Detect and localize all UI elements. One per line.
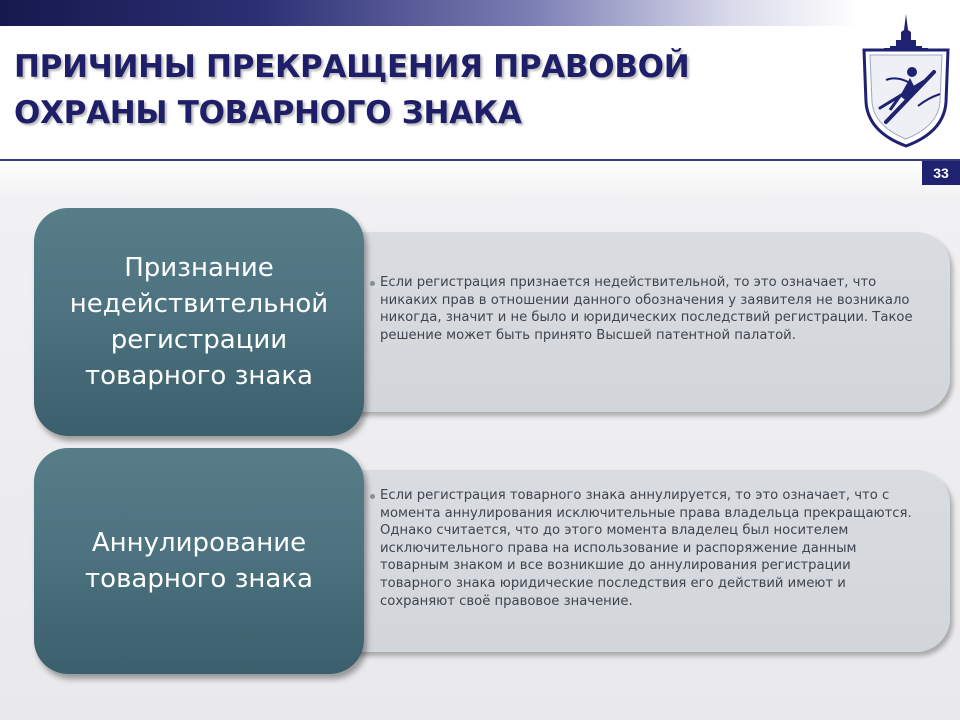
label-text-2: Аннулирование товарного знака (85, 528, 313, 594)
slide-title: ПРИЧИНЫ ПРЕКРАЩЕНИЯ ПРАВОВОЙ ОХРАНЫ ТОВАРНОГО ЗНАКА (14, 49, 690, 131)
university-shield-logo-icon (856, 10, 956, 150)
header-band (0, 0, 860, 26)
bullet-icon (370, 281, 375, 286)
description-text-1: Если регистрация признается недействительной, то это означает, что никаких прав в отношении данного обозначения у заявителя не возникало никогда, значит и не было и юридических последствий регистрации. Такое решение может быть принято Высшей патентной палатой. (380, 275, 913, 343)
label-text-1: Признание недействительной регистрации товарного знака (69, 253, 329, 391)
description-panel-1 (330, 232, 950, 412)
description-panel-2 (330, 470, 950, 652)
page-number-badge: 33 (922, 161, 960, 185)
label-panel-2 (34, 448, 364, 674)
label-panel-1 (34, 208, 364, 436)
description-text-2: Если регистрация товарного знака аннулируется, то это означает, что с момента аннулирования исключительные права владельца прекращаются. Однако считается, что до этого момента владелец был носителем исключительного права на использование и распоряжение данным товарным знаком и все возникшие до аннулирования регистрации товарного знака юридические последствия его действий имеют и сохраняют своё правовое значение. (380, 488, 912, 609)
title-divider (0, 159, 960, 161)
bullet-icon (370, 494, 375, 499)
